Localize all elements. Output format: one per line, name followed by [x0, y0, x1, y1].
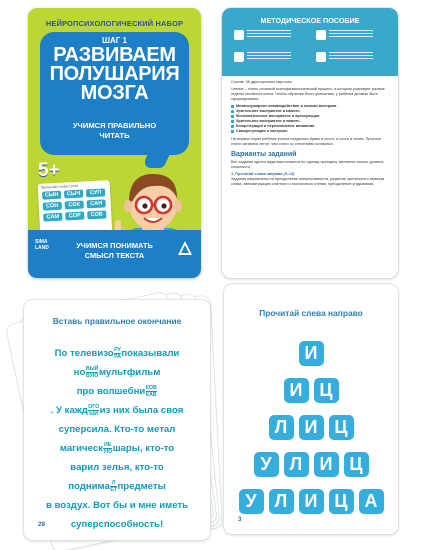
passage-line	[36, 496, 198, 515]
passage-text: из них была своя	[99, 405, 184, 416]
ending-choice	[88, 404, 99, 418]
ending-choice	[114, 347, 121, 361]
exercise-title: Вставь правильное окончание	[52, 316, 182, 326]
syllable-tile: СОР	[65, 212, 84, 221]
tree-logo-icon	[177, 240, 193, 256]
ending-option-bottom: ЕТ	[110, 487, 117, 494]
method-intro: Состав: 35 двусторонних карточек.	[231, 80, 293, 84]
passage-line	[36, 477, 198, 496]
passage-line	[36, 363, 198, 382]
passage-text: . У кажд	[50, 405, 88, 416]
syllable-grid	[38, 188, 111, 222]
card-number: 28	[38, 521, 45, 528]
method-paragraph: Задания направлены на преодоление импульсивности, развитие зрительного анализа слова, автоматизацию слитного и послогового чтения, преодоление угадывания.	[231, 177, 385, 186]
letter-tile: Ц	[329, 415, 354, 440]
ending-option-bottom: РА	[114, 354, 121, 361]
ending-option-top: КОВ	[145, 384, 157, 391]
letter-tile: Ц	[329, 489, 354, 514]
passage-line	[36, 458, 198, 477]
letter-tile: А	[359, 489, 384, 514]
pyramid-row	[224, 452, 398, 477]
ending-option-bottom: УЮ	[103, 449, 113, 456]
letter-tile: Л	[269, 489, 294, 514]
method-task-title: 1. Прочитай слова направо (5–13)	[231, 172, 295, 176]
ending-option-top: ИЕ	[104, 441, 112, 448]
sheet-caption: Прочитай слова-слоги	[40, 183, 79, 190]
passage-text: варил зелья, кто-то	[70, 462, 164, 473]
letter-tile: И	[314, 452, 339, 477]
methodology-card	[222, 8, 398, 278]
pyramid-row	[224, 341, 398, 366]
cover-footer-text: УЧИМСЯ ПОНИМАТЬ СМЫСЛ ТЕКСТА	[76, 241, 153, 260]
passage-line	[36, 401, 198, 420]
passage-text: магическ	[59, 443, 103, 454]
brain-icon	[234, 30, 244, 40]
syllable-tile: СУП	[86, 188, 105, 197]
passage-text: предметы	[117, 481, 166, 492]
method-paragraph: Чтение – очень сложный психофизиологический процесс, в котором участвуют разные отделы головного мозга. Чтобы обучение было успешным, у ребёнка должны быть сформированы:	[231, 87, 385, 101]
reading-passage	[36, 344, 198, 534]
letter-tile: Ц	[314, 378, 339, 403]
method-paragraph: На первых порах ребёнок учится соединять буквы в слоги, а слоги в слова. Простые слоги читаются легче, чем слоги со стечением согласных.	[231, 137, 382, 146]
pyramid-row	[224, 378, 398, 403]
cover-card	[28, 8, 201, 278]
passage-line	[36, 382, 198, 401]
syllable-tile: СОК	[65, 201, 84, 210]
cover-footer	[28, 230, 201, 278]
method-title: МЕТОДИЧЕСКОЕ ПОСОБИЕ	[260, 16, 360, 25]
passage-line	[36, 420, 198, 439]
book-icon	[234, 52, 244, 62]
passage-line	[36, 515, 198, 534]
syllable-tile: СЫЧ	[64, 190, 83, 199]
passage-text: По телевизо	[54, 348, 114, 359]
passage-text: в воздух. Вот бы и мне иметь	[45, 500, 189, 511]
passage-text: показывали	[121, 348, 180, 359]
passage-text: мультфильм	[98, 367, 161, 378]
syllable-tile: СОВ	[87, 210, 106, 219]
letter-tile: У	[239, 489, 264, 514]
list-item: Саморегуляция и контроль	[231, 129, 389, 134]
list-item: Зрительное восприятие и память	[231, 109, 389, 114]
letter-tile: У	[254, 452, 279, 477]
syllable-tile: САМ	[43, 213, 62, 222]
letter-tile: И	[284, 378, 309, 403]
passage-text: поднима	[68, 481, 110, 492]
passage-line	[36, 344, 198, 363]
syllable-tile: САН	[87, 199, 106, 208]
passage-text: про волшебни	[76, 386, 146, 397]
method-paragraph: Все задания одного вида выполняются по одному принципу, меняется только уровень сложности.	[231, 160, 384, 169]
puzzle-icon	[316, 30, 326, 40]
ending-choice	[86, 366, 99, 380]
list-item: Фонематическое восприятие и артикуляция	[231, 114, 389, 119]
pyramid-row	[224, 415, 398, 440]
letter-tile: И	[299, 489, 324, 514]
exercise-card-endings	[24, 300, 210, 540]
exercise-card-pyramid	[224, 284, 398, 534]
letter-pyramid	[224, 341, 398, 526]
method-body	[231, 80, 389, 187]
ending-option-bottom: ЫЙ	[89, 411, 99, 418]
passage-line	[36, 439, 198, 458]
ending-option-bottom: КАВ	[145, 392, 157, 399]
cover-title: РАЗВИВАЕМ ПОЛУШАРИЯ МОЗГА	[49, 44, 180, 104]
card-stack	[24, 300, 210, 540]
passage-text: шары, кто-то	[112, 443, 175, 454]
brand-logo: SIMA LAND	[35, 239, 49, 251]
feature-item	[316, 52, 373, 62]
method-section-title: Варианты заданий	[231, 151, 297, 158]
letter-tile: И	[299, 415, 324, 440]
method-header	[222, 8, 398, 76]
title-bubble	[40, 32, 189, 155]
ending-choice	[103, 442, 112, 456]
feature-item	[234, 30, 291, 40]
age-badge: 5+	[38, 160, 60, 181]
cover-kicker: НЕЙРОПСИХОЛОГИЧЕСКИЙ НАБОР	[45, 19, 184, 28]
syllable-tile: СОН	[43, 202, 62, 211]
passage-text: но	[73, 367, 86, 378]
syllable-tile: СЫН	[42, 191, 61, 200]
passage-text: суперсила. Кто-то метал	[58, 424, 176, 435]
ending-option-top: РУ	[114, 346, 121, 353]
ending-choice	[146, 385, 157, 399]
feature-item	[316, 30, 373, 40]
ending-choice	[110, 480, 117, 494]
cover-subtitle: УЧИМСЯ ПРАВИЛЬНО ЧИТАТЬ	[72, 121, 157, 140]
letter-tile: Ц	[344, 452, 369, 477]
letter-tile: Л	[284, 452, 309, 477]
list-item: Зрительное восприятие и память	[231, 119, 389, 124]
feature-item	[234, 52, 291, 62]
passage-text: суперспособность!	[70, 519, 164, 530]
eye-icon	[316, 52, 326, 62]
letter-tile: И	[299, 341, 324, 366]
ending-option-top: Л	[111, 479, 116, 486]
exercise-title: Прочитай слева направо	[259, 308, 363, 318]
cover-step: ШАГ 1	[101, 36, 128, 45]
pyramid-row	[224, 489, 398, 514]
ending-option-top: ВЫЙ	[85, 365, 99, 372]
method-bullet-list	[231, 104, 389, 134]
list-item: Межполушарное взаимодействие и мелкая моторика	[231, 104, 389, 109]
ending-option-bottom: ВУЮ	[86, 373, 99, 380]
card-number: 3	[238, 516, 242, 523]
list-item: Концентрация и переключение внимания	[231, 124, 389, 129]
letter-tile: Л	[269, 415, 294, 440]
ending-option-top: ОГО	[88, 403, 100, 410]
